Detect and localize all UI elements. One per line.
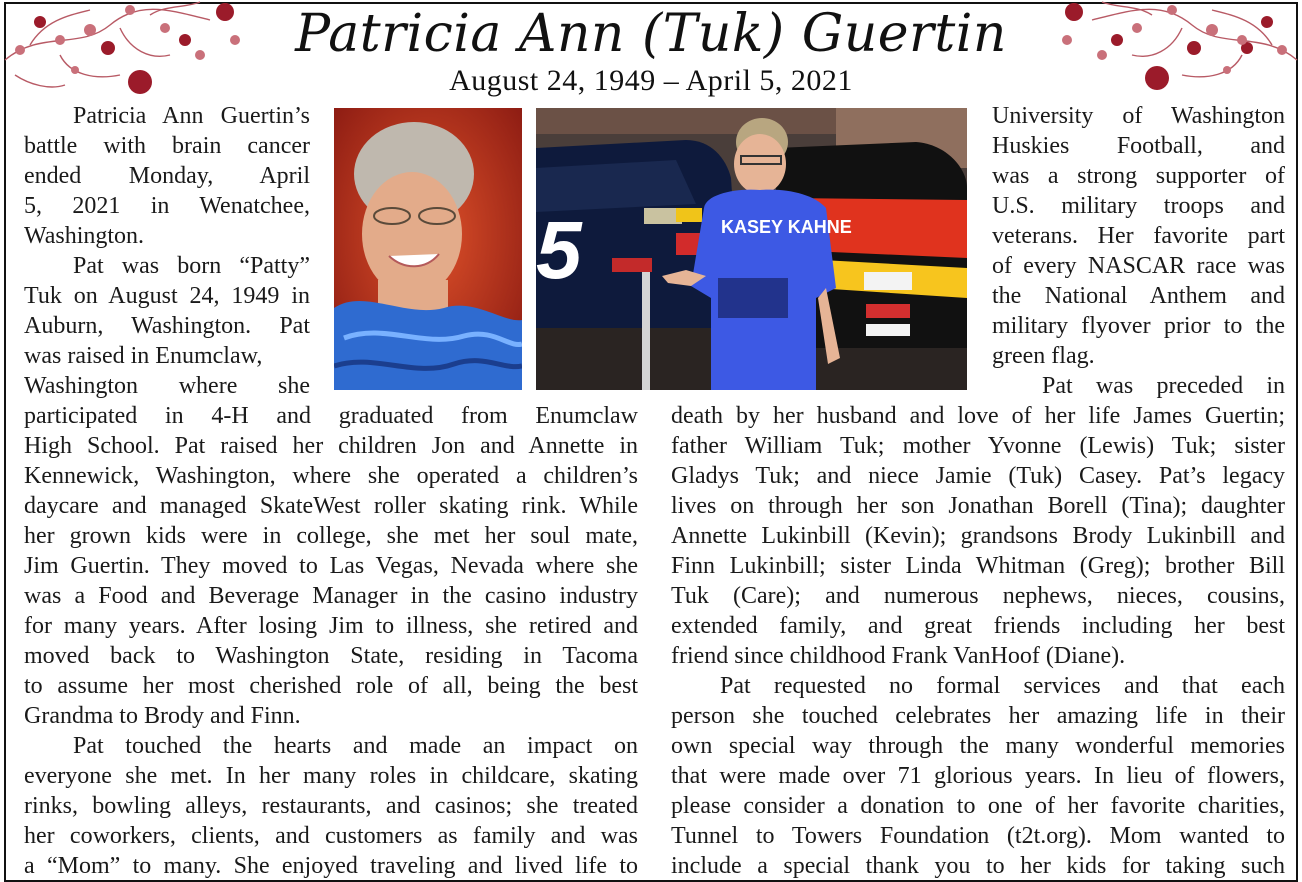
text-line: Huskies Football, and xyxy=(992,133,1285,159)
text-line: was a Food and Beverage Manager in the casino industry xyxy=(24,583,638,609)
text-line: the National Anthem and xyxy=(992,283,1285,309)
text-line: Pat was preceded in xyxy=(1042,373,1285,399)
text-line: 5, 2021 in Wenatchee, xyxy=(24,193,310,219)
text-line: daycare and managed SkateWest roller skating rink. While xyxy=(24,493,638,519)
svg-text:KASEY KAHNE: KASEY KAHNE xyxy=(721,217,852,237)
text-line: death by her husband and love of her life James Guertin; xyxy=(671,403,1285,429)
life-dates: August 24, 1949 – April 5, 2021 xyxy=(449,64,853,97)
column-left-bottom xyxy=(24,401,638,881)
text-line: High School. Pat raised her children Jon and Annette in xyxy=(24,433,638,459)
text-line: Annette Lukinbill (Kevin); grandsons Brody Lukinbill and xyxy=(671,523,1285,549)
text-line: was a strong supporter of xyxy=(992,163,1285,189)
text-line: Tuk (Care); and numerous nephews, nieces, cousins, xyxy=(671,583,1285,609)
obituary-name: Patricia Ann (Tuk) Guertin xyxy=(295,4,1007,64)
text-line: Grandma to Brody and Finn. xyxy=(24,703,301,729)
text-line: person she touched celebrates her amazing life in their xyxy=(671,703,1285,729)
text-line: Auburn, Washington. Pat xyxy=(24,313,310,339)
text-line: own special way through the many wonderful memories xyxy=(671,733,1285,759)
text-line: U.S. military troops and xyxy=(992,193,1285,219)
text-line: her coworkers, clients, and customers as family and was xyxy=(24,823,638,849)
text-line: Pat requested no formal services and that each xyxy=(720,673,1285,699)
text-line: please consider a donation to one of her favorite charities, xyxy=(671,793,1285,819)
text-line: Pat touched the hearts and made an impact on xyxy=(73,733,638,759)
text-line: that were made over 71 glorious years. In lieu of flowers, xyxy=(671,763,1285,789)
text-line: Washington. xyxy=(24,223,145,249)
portrait-photo xyxy=(334,108,522,390)
text-line: to assume her most cherished role of all, being the best xyxy=(24,673,638,699)
text-line: her grown kids were in college, she met her soul mate, xyxy=(24,523,638,549)
column-right-top xyxy=(992,101,1285,401)
text-line: Pat was born “Patty” xyxy=(73,253,310,279)
text-line: for many years. After losing Jim to illness, she retired and xyxy=(24,613,638,639)
text-line: University of Washington xyxy=(992,103,1285,129)
text-line: Tuk on August 24, 1949 in xyxy=(24,283,310,309)
text-line: Jim Guertin. They moved to Las Vegas, Nevada where she xyxy=(24,553,638,579)
text-line: of every NASCAR race was xyxy=(992,253,1285,279)
text-line: extended family, and great friends including her best xyxy=(671,613,1285,639)
text-line: Patricia Ann Guertin’s xyxy=(73,103,310,129)
race-car-photo xyxy=(536,108,967,390)
text-line: military flyover prior to the xyxy=(992,313,1285,339)
text-line: ended Monday, April xyxy=(24,163,310,189)
text-line: battle with brain cancer xyxy=(24,133,310,159)
text-line: green flag. xyxy=(992,343,1095,369)
text-line: father William Tuk; mother Yvonne (Lewis) Tuk; sister xyxy=(671,433,1285,459)
column-left-top xyxy=(24,101,310,401)
text-line: moved back to Washington State, residing in Tacoma xyxy=(24,643,638,669)
text-line: a “Mom” to many. She enjoyed traveling and lived life to xyxy=(24,853,638,879)
text-line: Finn Lukinbill; sister Linda Whitman (Greg); brother Bill xyxy=(671,553,1285,579)
text-line: participated in 4-H and graduated from Enumclaw xyxy=(24,403,638,429)
text-line: Washington where she xyxy=(24,373,310,399)
text-line: Kennewick, Washington, where she operated a children’s xyxy=(24,463,638,489)
text-line: everyone she met. In her many roles in childcare, skating xyxy=(24,763,638,789)
svg-text:5: 5 xyxy=(536,205,582,296)
text-line: was raised in Enumclaw, xyxy=(24,343,263,369)
text-line: include a special thank you to her kids for taking such xyxy=(671,853,1285,879)
text-line: lives on through her son Jonathan Borell (Tina); daughter xyxy=(671,493,1285,519)
text-line: rinks, bowling alleys, restaurants, and casinos; she treated xyxy=(24,793,638,819)
column-right-bottom xyxy=(671,401,1285,881)
text-line: Tunnel to Towers Foundation (t2t.org). Mom wanted to xyxy=(671,823,1285,849)
text-line: veterans. Her favorite part xyxy=(992,223,1285,249)
text-line: friend since childhood Frank VanHoof (Diane). xyxy=(671,643,1126,669)
text-line: Gladys Tuk; and niece Jamie (Tuk) Casey. Pat’s legacy xyxy=(671,463,1285,489)
